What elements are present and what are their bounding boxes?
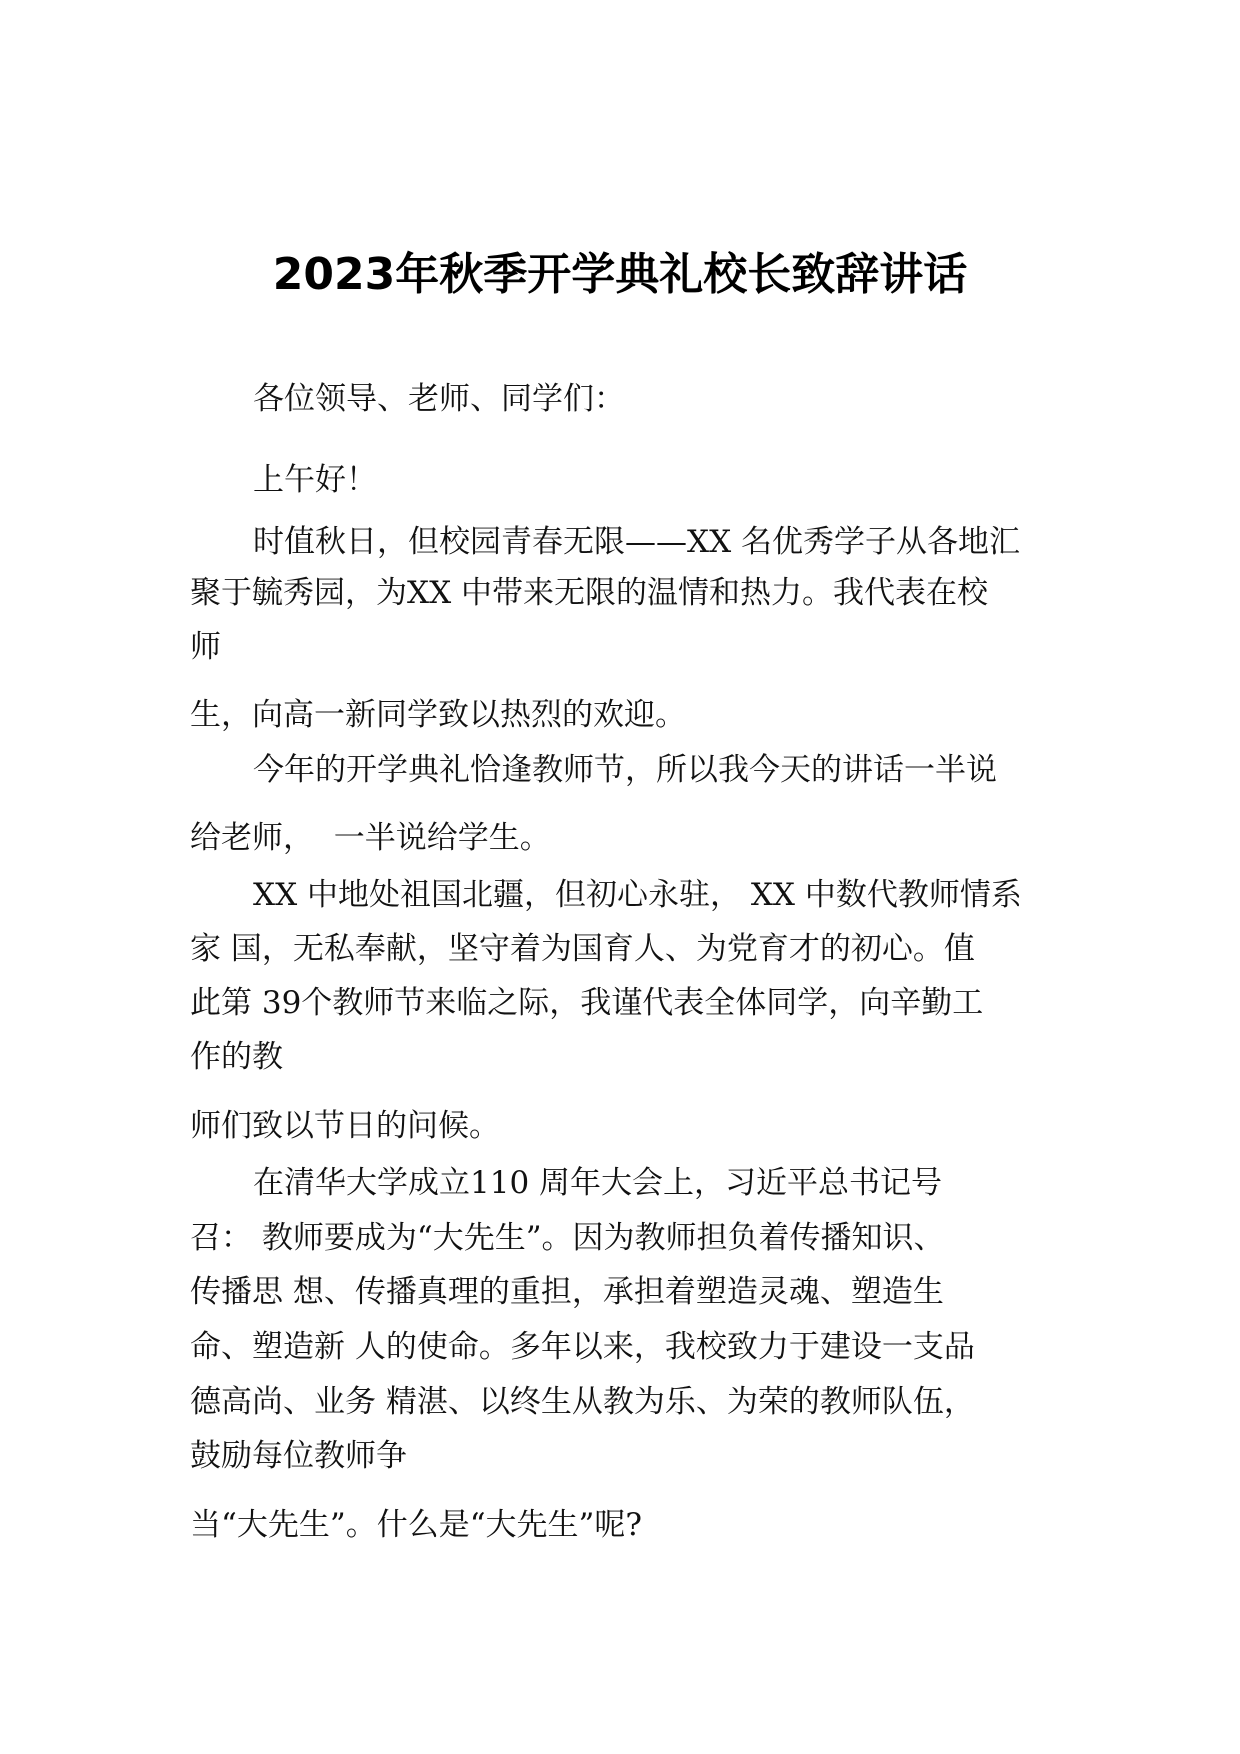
paragraph-line: 聚于毓秀园，为XX 中带来无限的温情和热力。我代表在校 [190,575,988,611]
paragraph-line: 时值秋日，但校园青春无限——XX 名优秀学子从各地汇 [253,524,1020,560]
paragraph-line: 命、塑造新 人的使命。多年以来，我校致力于建设一支品 [190,1329,975,1365]
paragraph-line: 传播思 想、传播真理的重担，承担着塑造灵魂、塑造生 [190,1274,944,1310]
paragraph-line: 师 [190,629,221,665]
paragraph-line: 鼓励每位教师争 [190,1438,407,1474]
salutation-line: 各位领导、老师、同学们： [253,381,625,417]
paragraph-line: 召： 教师要成为“大先生”。因为教师担负着传播知识、 [190,1220,945,1256]
paragraph-line: 此第 39个教师节来临之际，我谨代表全体同学，向辛勤工 [190,985,984,1021]
greeting-line: 上午好！ [253,462,377,498]
paragraph-line: 作的教 [190,1039,283,1075]
paragraph-line: 师们致以节日的问候。 [190,1108,500,1144]
paragraph-line: 在清华大学成立110 周年大会上，习近平总书记号 [253,1165,943,1201]
paragraph-line: 给老师， 一半说给学生。 [190,820,551,856]
paragraph-line: 生，向高一新同学致以热烈的欢迎。 [190,697,686,733]
paragraph-line: 家 国，无私奉献，坚守着为国育人、为党育才的初心。值 [190,931,975,967]
paragraph-line: 当“大先生”。什么是“大先生”呢? [190,1507,643,1543]
paragraph-line: 今年的开学典礼恰逢教师节，所以我今天的讲话一半说 [253,752,997,788]
document-title: 2023年秋季开学典礼校长致辞讲话 [272,249,968,300]
paragraph-line: 德高尚、业务 精湛、以终生从教为乐、为荣的教师队伍， [190,1384,975,1420]
paragraph-line: XX 中地处祖国北疆，但初心永驻， XX 中数代教师情系 [253,877,1022,913]
